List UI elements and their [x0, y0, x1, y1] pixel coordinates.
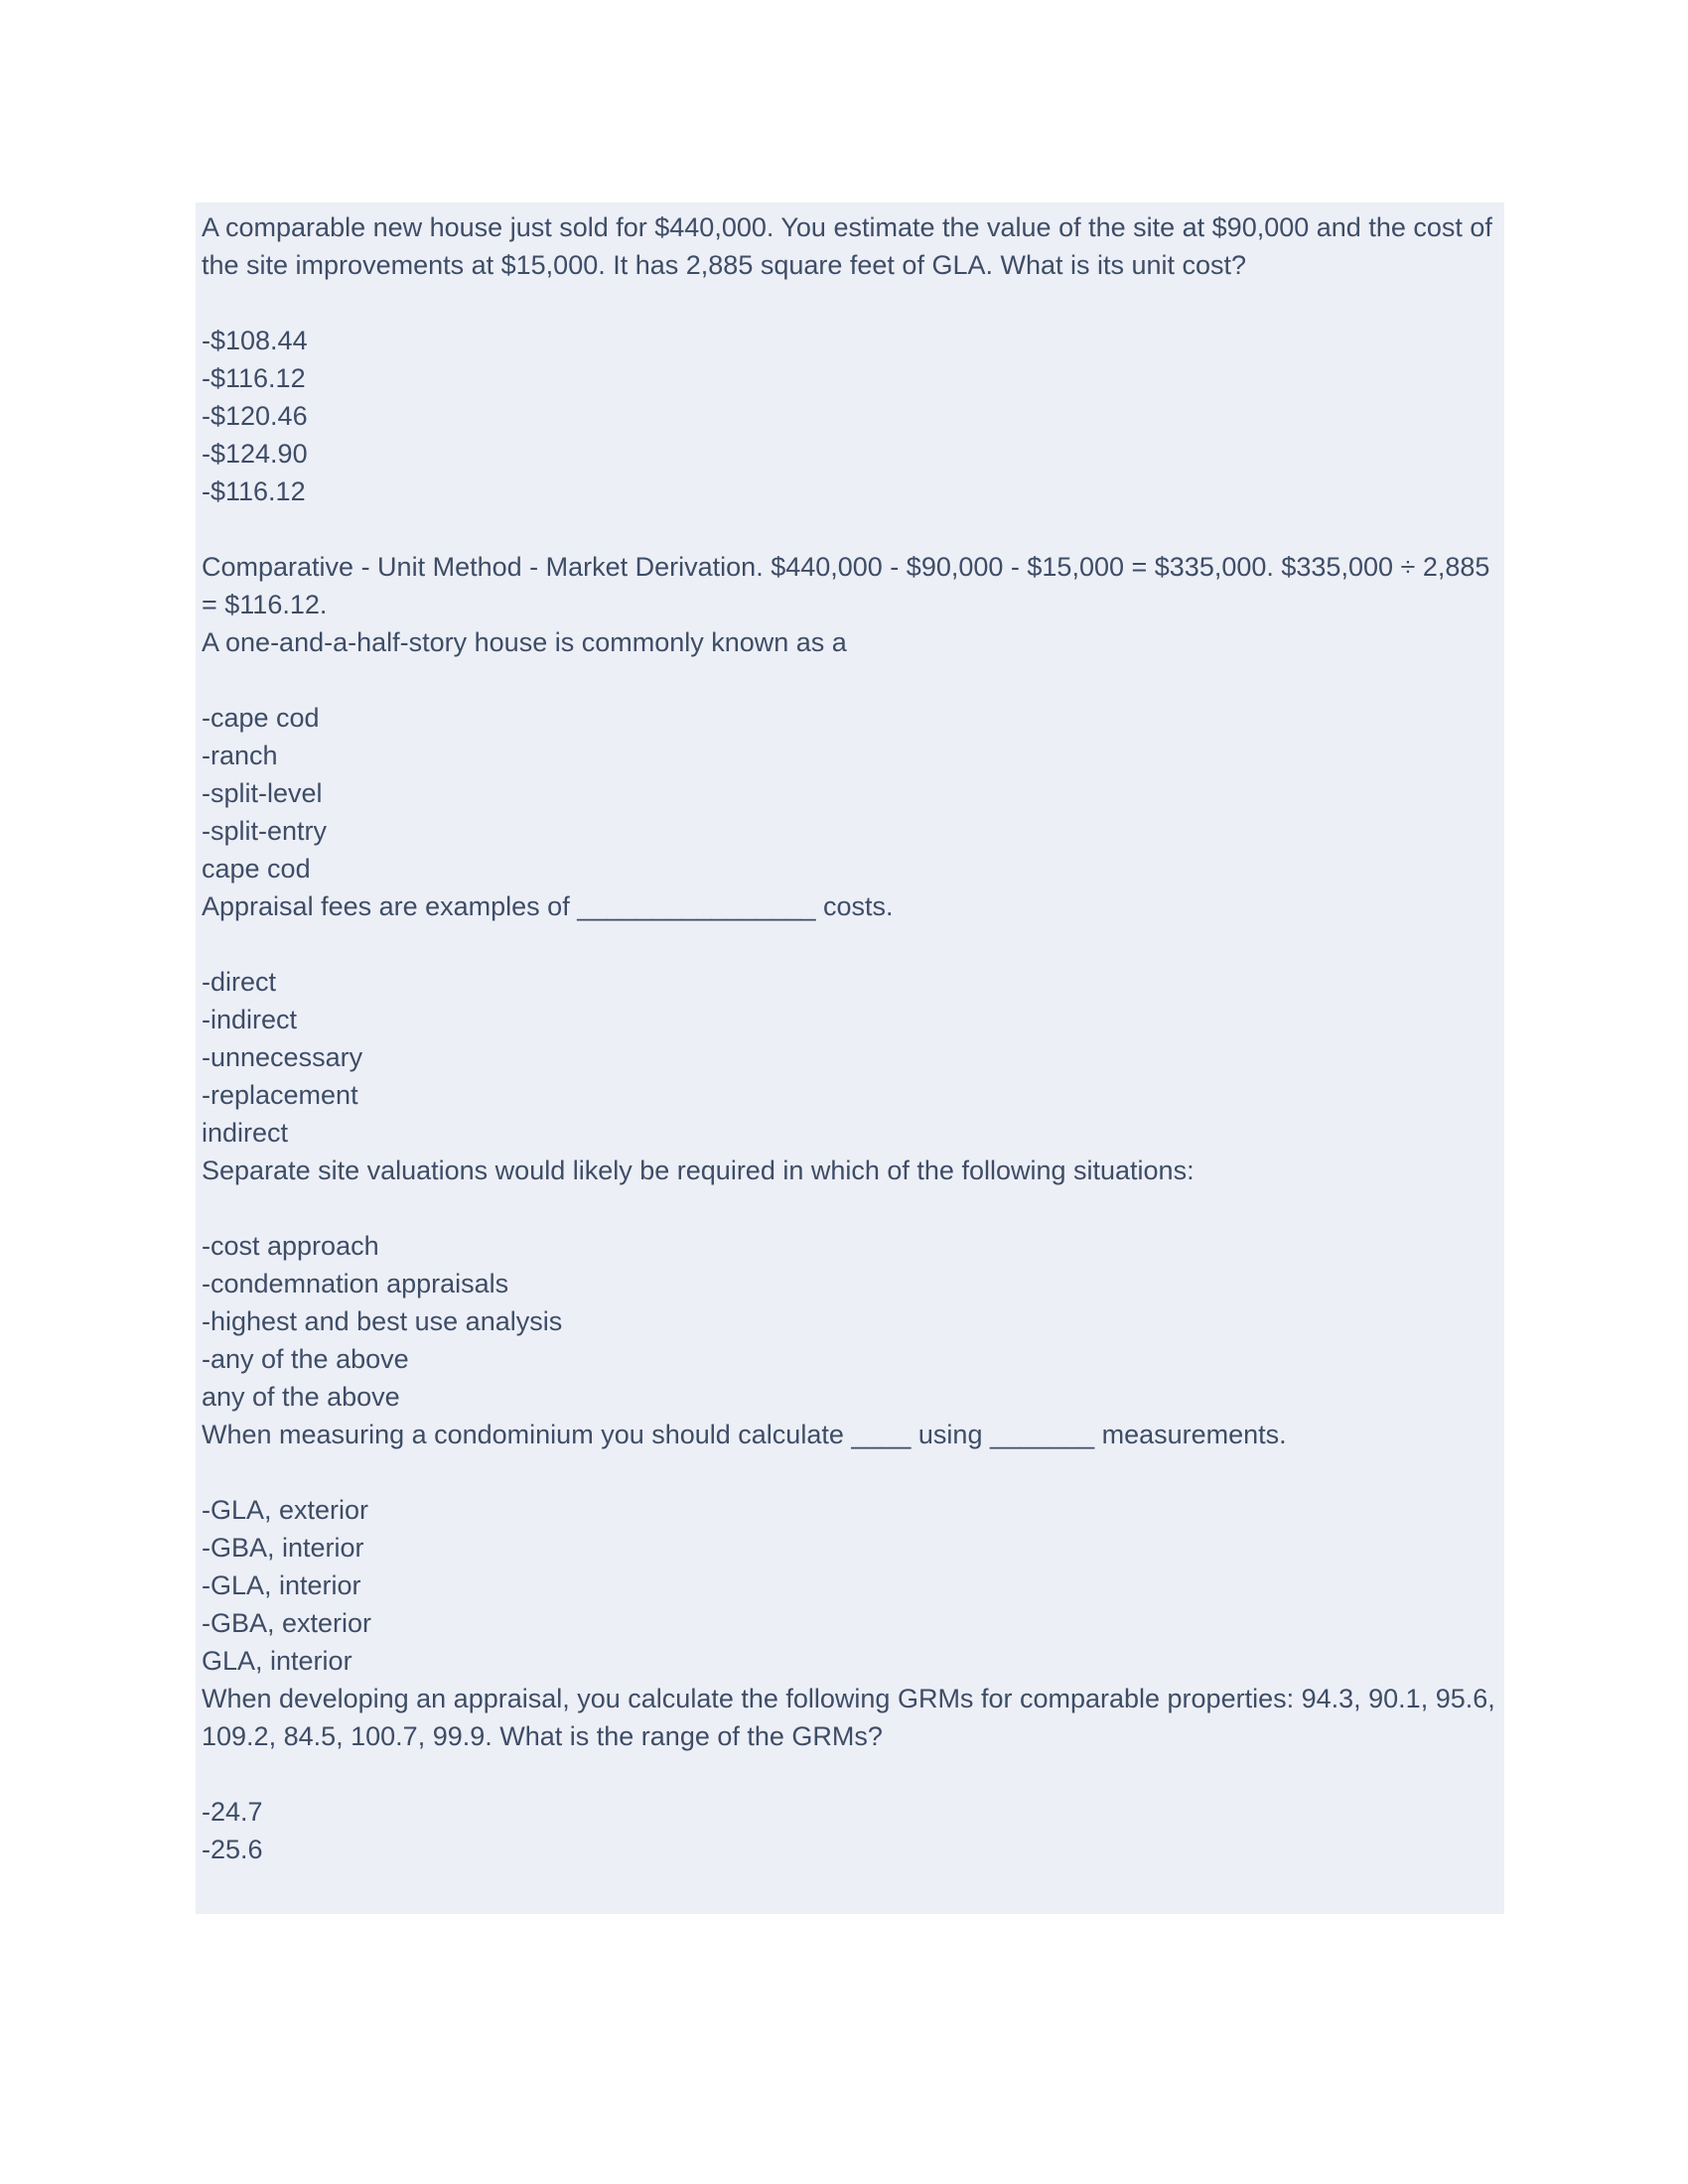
answer-option: -24.7: [202, 1797, 263, 1827]
answer-option: -cost approach: [202, 1231, 379, 1261]
question-prompt: Separate site valuations would likely be required in which of the following situations:: [202, 1156, 1195, 1185]
answer-option: -split-level: [202, 778, 323, 808]
answer-option: -GLA, interior: [202, 1570, 361, 1600]
answer-option: -25.6: [202, 1835, 263, 1864]
answer-option: -condemnation appraisals: [202, 1269, 509, 1298]
answer-option: -$116.12: [202, 363, 306, 393]
answer-option: -ranch: [202, 741, 278, 770]
question-prompt: When developing an appraisal, you calculate the following GRMs for comparable properties: 94.3, 90.1, 95.6, 109.2, 84.5, 100.7, 99.9. What is the range of the GRMs?: [202, 1684, 1503, 1751]
question-prompt: Appraisal fees are examples of ________________ costs.: [202, 891, 894, 921]
answer-option: -replacement: [202, 1080, 358, 1110]
answer-option: -cape cod: [202, 703, 320, 733]
answer-option: -any of the above: [202, 1344, 409, 1374]
answer-option: -indirect: [202, 1005, 298, 1034]
blank-line: [202, 510, 1496, 548]
answer-option: -GLA, exterior: [202, 1495, 369, 1525]
answer-option: -unnecessary: [202, 1042, 363, 1072]
answer-option: -$108.44: [202, 326, 308, 355]
answer-line: indirect: [202, 1118, 289, 1148]
answer-option: -GBA, interior: [202, 1533, 364, 1563]
answer-line: any of the above: [202, 1382, 400, 1412]
answer-option: -$120.46: [202, 401, 308, 431]
blank-line: [202, 1755, 1496, 1793]
answer-option: -split-entry: [202, 816, 328, 846]
blank-line: [202, 284, 1496, 322]
blank-line: [202, 925, 1496, 963]
blank-line: [202, 661, 1496, 699]
answer-option: -direct: [202, 967, 277, 997]
content-block: [196, 203, 1504, 1914]
blank-line: [202, 1189, 1496, 1227]
answer-option: -$124.90: [202, 439, 308, 469]
answer-option: -GBA, exterior: [202, 1608, 372, 1638]
question-prompt: When measuring a condominium you should calculate ____ using _______ measurements.: [202, 1420, 1287, 1449]
blank-line: [202, 1453, 1496, 1491]
question-prompt: A comparable new house just sold for $440,000. You estimate the value of the site at $90,000 and the cost of the site improvements at $15,000. It has 2,885 square feet of GLA. What is its unit cost?: [202, 212, 1500, 280]
question-prompt: A one-and-a-half-story house is commonly known as a: [202, 627, 847, 657]
explanation-line: Comparative - Unit Method - Market Derivation. $440,000 - $90,000 - $15,000 = $335,000. $335,000 ÷ 2,885 = $116.12.: [202, 552, 1497, 619]
answer-option: -highest and best use analysis: [202, 1306, 563, 1336]
answer-line: cape cod: [202, 854, 311, 884]
answer-line: GLA, interior: [202, 1646, 352, 1676]
answer-line: -$116.12: [202, 477, 306, 506]
